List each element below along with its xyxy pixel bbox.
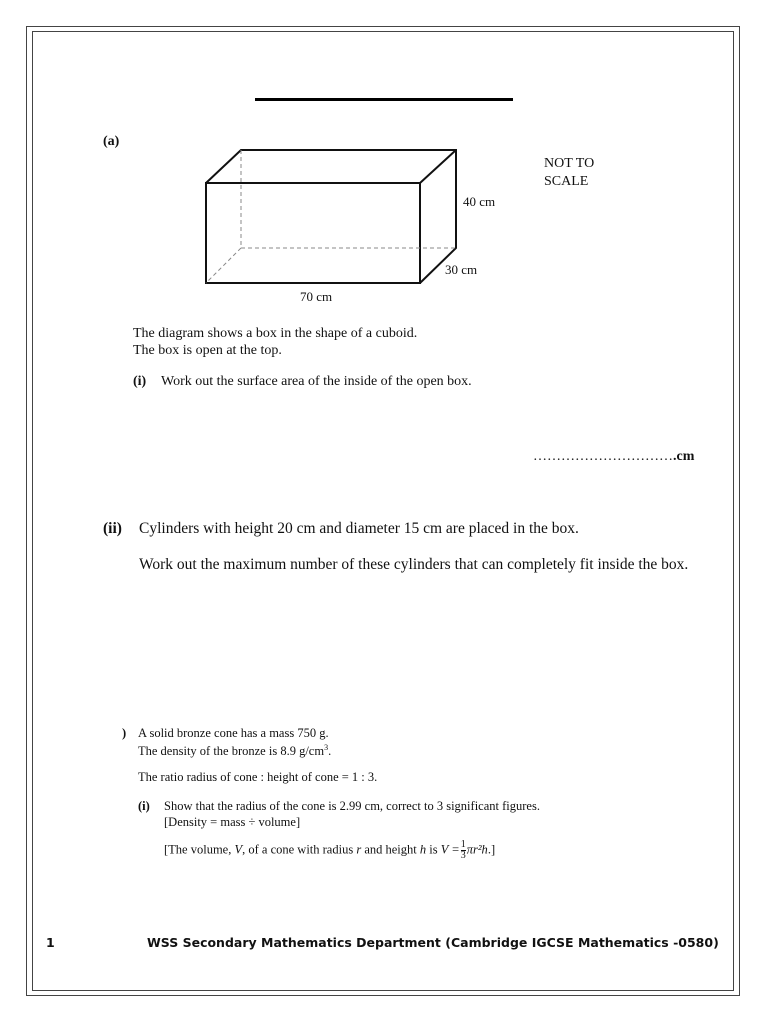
footer-department: WSS Secondary Mathematics Department (Cambridge IGCSE Mathematics -0580)	[147, 935, 719, 950]
one-third-fraction	[461, 840, 466, 861]
intro-line-1: The diagram shows a box in the shape of a cuboid.	[133, 326, 418, 341]
question-b-i	[138, 798, 540, 814]
volume-note-text: [The volume,	[164, 842, 235, 857]
part-b-mass-text: A solid bronze cone has a mass 750 g.	[138, 726, 329, 740]
intro-line-2: The box is open at the top.	[133, 343, 282, 358]
volume-note-text: , of a cone with radius	[242, 842, 357, 857]
density-period: .	[328, 744, 332, 759]
depth-label: 30 cm	[445, 262, 478, 277]
volume-note-close: .]	[487, 842, 496, 857]
fraction-numerator: 1	[460, 839, 466, 850]
page-number: 1	[46, 935, 55, 950]
cuboid-svg	[195, 145, 495, 310]
var-r: r	[356, 842, 362, 857]
title-rule	[255, 98, 513, 101]
density-formula-note: [Density = mass ÷ volume]	[164, 815, 301, 829]
question-a-i	[133, 374, 472, 390]
part-b-marker: )	[122, 726, 127, 740]
part-b-line-1	[122, 725, 329, 741]
ratio-text: The ratio radius of cone : height of cone = 1 : 3.	[138, 770, 378, 784]
volume-note-text: is	[426, 842, 441, 857]
cone-volume-note	[164, 840, 495, 861]
not-to-scale-note: NOT TO SCALE	[544, 156, 595, 189]
density-exponent: 3	[324, 743, 329, 752]
part-b-line-2	[138, 740, 331, 759]
question-a-ii-instruction: Work out the maximum number of these cylinders that can completely fit inside the box.	[139, 556, 689, 573]
question-text: Work out the surface area of the inside of the open box.	[161, 374, 472, 389]
question-number: (i)	[138, 799, 150, 813]
question-text: Show that the radius of the cone is 2.99 cm, correct to 3 significant figures.	[164, 799, 540, 813]
cuboid-back-edges	[206, 150, 456, 283]
answer-unit: .cm	[673, 449, 695, 464]
var-h: h	[419, 842, 427, 857]
cuboid-top-right-edge	[420, 150, 456, 183]
width-label: 70 cm	[300, 289, 333, 304]
fraction-denominator: 3	[460, 850, 466, 861]
density-text: The density of the bronze is 8.9 g/cm	[138, 744, 325, 759]
part-a-label: (a)	[103, 134, 120, 149]
cuboid-diagram	[195, 145, 495, 310]
answer-line-a-i[interactable]	[533, 449, 694, 465]
question-number: (ii)	[103, 520, 122, 537]
question-text: Cylinders with height 20 cm and diameter 15 cm are placed in the box.	[139, 520, 579, 537]
question-number: (i)	[133, 374, 147, 389]
answer-dots: …………………………	[533, 449, 673, 464]
var-v: V	[234, 842, 243, 857]
cuboid-hidden-diagonal	[206, 248, 241, 283]
height-label: 40 cm	[463, 194, 496, 209]
volume-formula: πr²h	[466, 842, 488, 857]
question-a-ii	[103, 520, 579, 538]
cuboid-front-face	[206, 183, 420, 283]
volume-note-text: and height	[361, 842, 420, 857]
volume-equation: V =	[440, 842, 460, 857]
